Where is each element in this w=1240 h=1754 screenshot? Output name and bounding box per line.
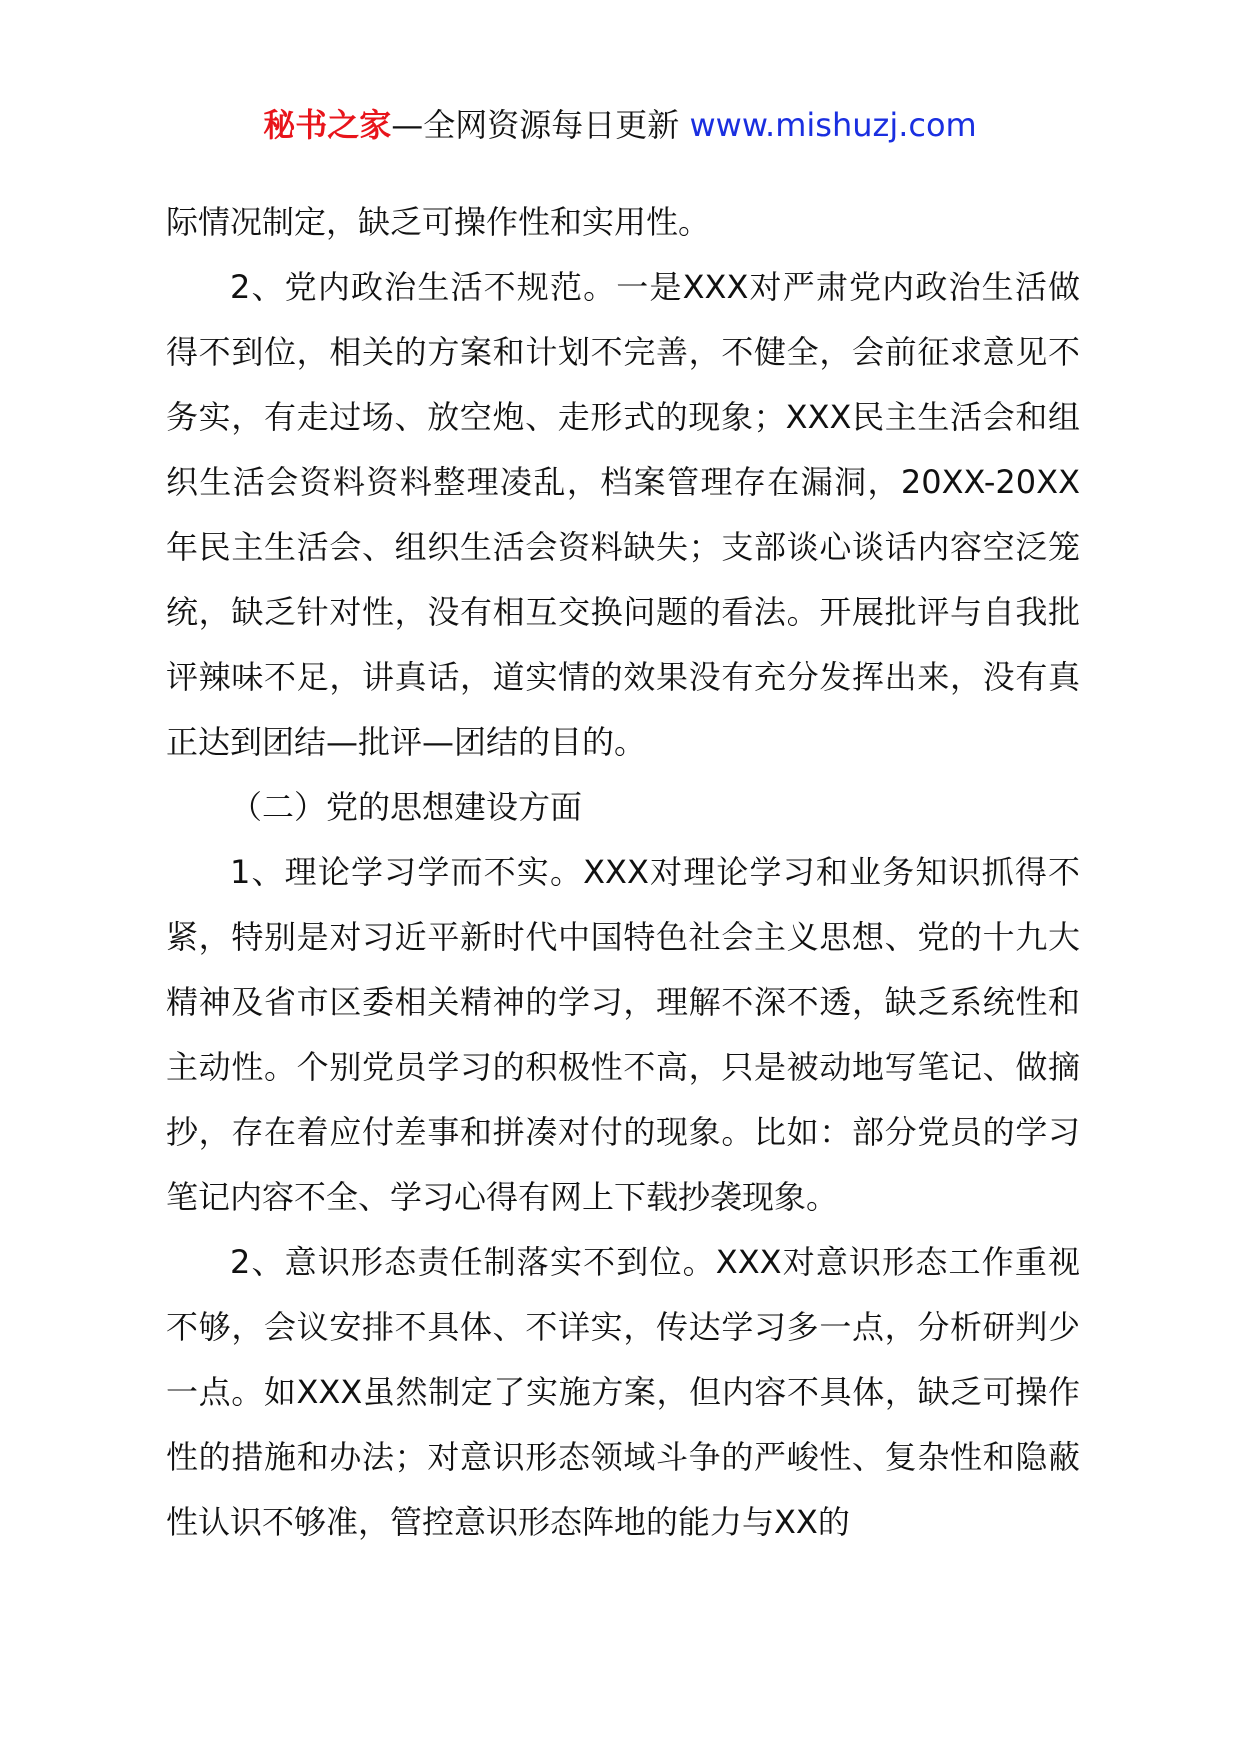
page-header: [0, 104, 1240, 146]
paragraph-continuation: 际情况制定，缺乏可操作性和实用性。: [166, 203, 711, 241]
paragraph-ideology-responsibility: 2、意识形态责任制落实不到位。XXX对意识形态工作重视不够，会议安排不具体、不详实，传达学习多一点，分析研判少一点。如XXX虽然制定了实施方案，但内容不具体，缺乏可操作性的措施和办法；对意识形态领域斗争的严峻性、复杂性和隐蔽性认识不够准，管控意识形态阵地的能力与XX的: [166, 1243, 1080, 1541]
brand-name: 秘书之家: [263, 106, 392, 144]
section-heading-ideology: （二）党的思想建设方面: [230, 788, 583, 826]
website-link[interactable]: www.mishuzj.com: [689, 106, 977, 144]
document-body: [166, 190, 1080, 1555]
paragraph-theory-study: 1、理论学习学而不实。XXX对理论学习和业务知识抓得不紧，特别是对习近平新时代中国特色社会主义思想、党的十九大精神及省市区委相关精神的学习，理解不深不透，缺乏系统性和主动性。个别党员学习的积极性不高，只是被动地写笔记、做摘抄，存在着应付差事和拼凑对付的现象。比如：部分党员的学习笔记内容不全、学习心得有网上下载抄袭现象。: [166, 853, 1080, 1216]
header-tagline: —全网资源每日更新: [391, 106, 690, 144]
paragraph-political-life: 2、党内政治生活不规范。一是XXX对严肃党内政治生活做得不到位，相关的方案和计划不完善，不健全，会前征求意见不务实，有走过场、放空炮、走形式的现象；XXX民主生活会和组织生活会资料资料整理凌乱，档案管理存在漏洞，20XX-20XX年民主生活会、组织生活会资料缺失；支部谈心谈话内容空泛笼统，缺乏针对性，没有相互交换问题的看法。开展批评与自我批评辣味不足，讲真话，道实情的效果没有充分发挥出来，没有真正达到团结—批评—团结的目的。: [166, 268, 1080, 761]
